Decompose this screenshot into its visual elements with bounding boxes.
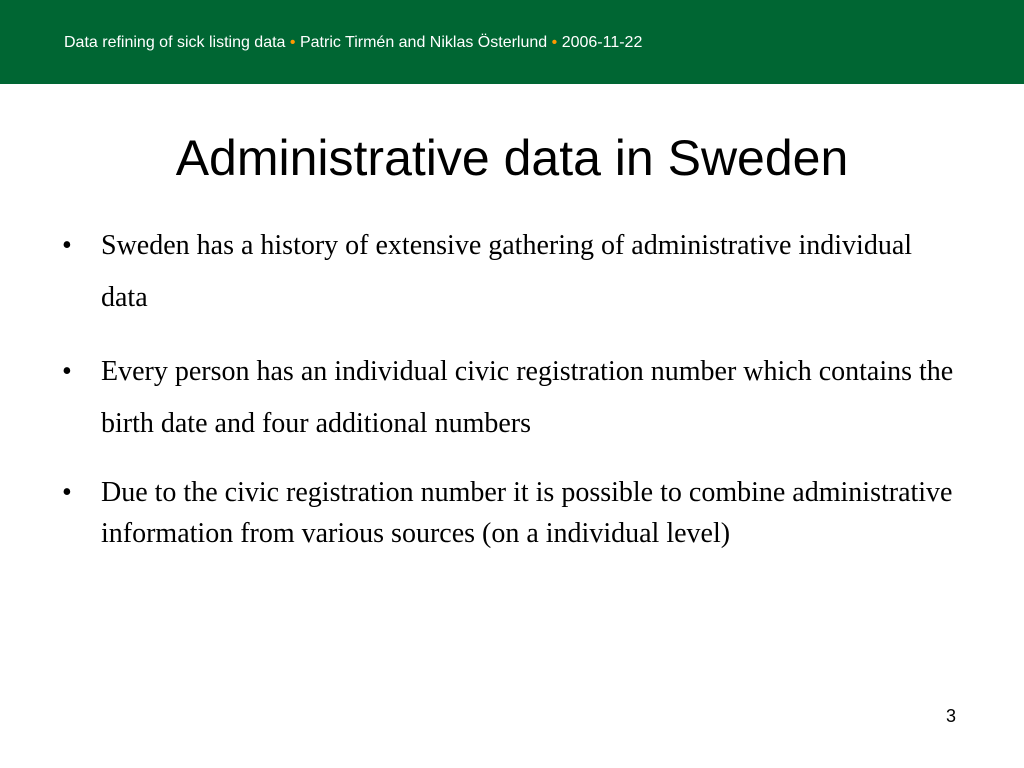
header-separator: •: [289, 34, 296, 51]
header-authors: Patric Tirmén and Niklas Österlund: [299, 34, 548, 51]
header-separator: •: [551, 34, 558, 51]
header-date: 2006-11-22: [561, 34, 643, 51]
slide-title: Administrative data in Sweden: [175, 130, 849, 186]
header-presentation-title: Data refining of sick listing data: [64, 34, 286, 51]
bullet-mark: •: [62, 477, 72, 508]
bullet-list: [62, 220, 962, 554]
bullet-text: Every person has an individual civic registration number which contains the birth date and four additional numbers: [101, 356, 954, 439]
page-number: 3: [946, 706, 957, 726]
bullet-text: Sweden has a history of extensive gathering of administrative individual data: [101, 230, 913, 313]
bullet-mark: •: [62, 230, 72, 261]
bullet-item: [62, 220, 962, 324]
bullet-text: Due to the civic registration number it is possible to combine administrative information from various sources (on a individual level): [101, 477, 953, 549]
bullet-mark: •: [62, 356, 72, 387]
bullet-item: [62, 346, 962, 450]
header-bar: [0, 0, 1024, 84]
bullet-item: [62, 472, 962, 554]
header-text: [64, 34, 642, 52]
